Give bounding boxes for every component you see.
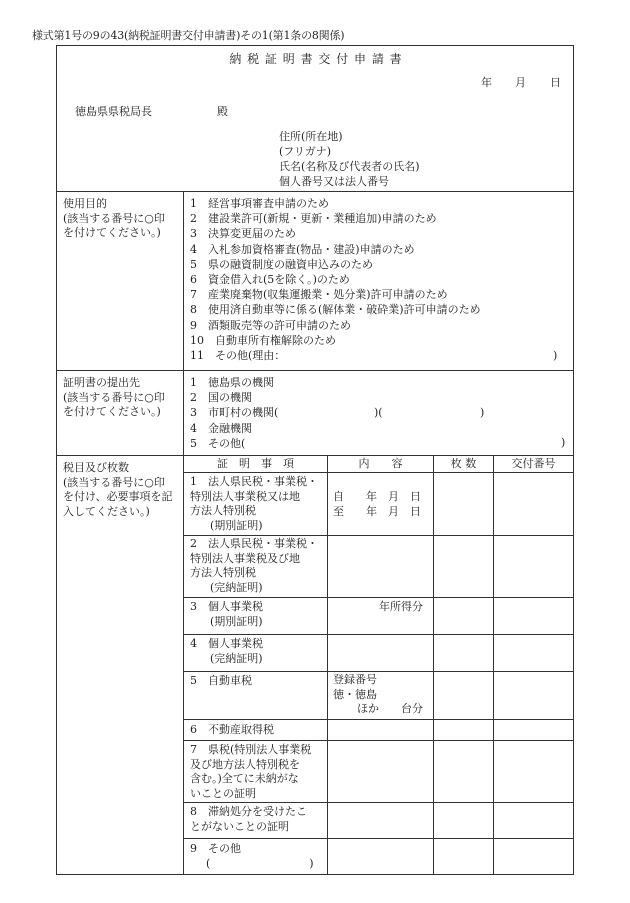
column-divider bbox=[493, 455, 494, 875]
column-divider bbox=[327, 455, 328, 875]
purpose-option[interactable]: 9 酒類販売等の許可申請のため bbox=[190, 318, 351, 332]
purpose-list bbox=[190, 196, 481, 363]
period-from[interactable]: 自 年 月 日 bbox=[333, 490, 421, 503]
destination-option[interactable]: 2 国の機関 bbox=[190, 391, 252, 405]
date-month[interactable]: 月 bbox=[515, 76, 526, 89]
header-item: 証 明 事 項 bbox=[217, 457, 294, 470]
purpose-option[interactable]: 5 県の融資制度の融資申込みのため bbox=[190, 257, 373, 271]
row-divider bbox=[183, 719, 573, 720]
purpose-option[interactable]: 11 その他(理由： bbox=[190, 348, 286, 362]
purpose-other-close: ) bbox=[553, 349, 558, 362]
tax-row-8[interactable]: 8 滞納処分を受けたこ とがないことの証明 bbox=[190, 805, 307, 833]
applicant-address-label[interactable]: 住所(所在地) bbox=[279, 130, 343, 143]
tax-row-4[interactable]: 4 個人事業税 (完納証明) bbox=[190, 637, 263, 665]
municipality-mid-paren: )( bbox=[374, 406, 383, 419]
tax-row-3[interactable]: 3 個人事業税 (期別証明) bbox=[190, 600, 263, 628]
applicant-name-label[interactable]: 氏名(名称及び代表者の氏名) bbox=[279, 160, 420, 173]
header-content: 内 容 bbox=[358, 457, 403, 470]
column-divider bbox=[433, 455, 434, 875]
period-to[interactable]: 至 年 月 日 bbox=[333, 505, 421, 518]
addressee: 徳島県県税局長 bbox=[75, 105, 152, 118]
applicant-number-label[interactable]: 個人番号又は法人番号 bbox=[279, 175, 389, 188]
honorific: 殿 bbox=[217, 105, 228, 118]
column-divider bbox=[183, 191, 184, 875]
divider bbox=[57, 191, 573, 192]
purpose-option[interactable]: 3 決算変更届のため bbox=[190, 227, 296, 241]
row-divider bbox=[183, 472, 573, 473]
date-day[interactable]: 日 bbox=[550, 76, 561, 89]
date-year[interactable]: 年 bbox=[481, 76, 492, 89]
purpose-label: 使用目的 (該当する番号に○印 を付けてください。) bbox=[63, 197, 165, 239]
destination-option[interactable]: 5 その他( bbox=[190, 436, 246, 450]
purpose-option[interactable]: 2 建設業許可(新規・更新・業種追加)申請のため bbox=[190, 212, 437, 226]
row-divider bbox=[183, 535, 573, 536]
tax-row-9[interactable]: 9 その他 ( ) bbox=[190, 842, 314, 870]
destination-option[interactable]: 3 市町村の機関( bbox=[190, 406, 279, 420]
destination-other-close: ) bbox=[561, 436, 566, 449]
divider bbox=[57, 370, 573, 371]
header-count: 枚 数 bbox=[450, 457, 477, 470]
row-divider bbox=[183, 634, 573, 635]
row-divider bbox=[183, 838, 573, 839]
row-divider bbox=[183, 802, 573, 803]
municipality-close-paren: ) bbox=[480, 406, 485, 419]
row-divider bbox=[183, 671, 573, 672]
divider bbox=[57, 455, 573, 456]
destination-option[interactable]: 4 金融機関 bbox=[190, 421, 252, 435]
form-title: 納 税 証 明 書 交 付 申 請 書 bbox=[229, 52, 403, 66]
purpose-option[interactable]: 10 自動車所有権解除のため bbox=[190, 333, 336, 347]
tax-row-7[interactable]: 7 県税(特別法人事業税 及び地方法人特別税を 含む。)全てに未納がな いことの証明 bbox=[190, 743, 312, 800]
tax-items-label: 税目及び枚数 (該当する番号に○印 を付け、必要事項を記 入してください。) bbox=[63, 461, 173, 518]
purpose-option[interactable]: 1 経営事項審査申請のため bbox=[190, 197, 329, 210]
purpose-option[interactable]: 8 使用済自動車等に係る(解体業・破砕業)許可申請のため bbox=[190, 303, 481, 317]
purpose-option[interactable]: 4 入札参加資格審査(物品・建設)申請のため bbox=[190, 242, 415, 256]
application-form bbox=[56, 45, 574, 875]
destination-option[interactable]: 1 徳島県の機関 bbox=[190, 376, 274, 389]
header-issue-number: 交付番号 bbox=[511, 457, 556, 470]
destination-list bbox=[190, 375, 278, 451]
purpose-option[interactable]: 7 産業廃棄物(収集運搬業・処分業)許可申請のため bbox=[190, 288, 448, 302]
tax-row-2[interactable]: 2 法人県民税・事業税・ 特別法人事業税及び地 方法人特別税 (完納証明) bbox=[190, 537, 318, 594]
tax-row-5[interactable]: 5 自動車税 bbox=[190, 674, 252, 687]
row-divider bbox=[183, 740, 573, 741]
destination-label: 証明書の提出先 (該当する番号に○印 を付けてください。) bbox=[63, 376, 165, 418]
vehicle-registration[interactable]: 登録番号 徳・徳島 ほか 台分 bbox=[333, 673, 423, 715]
applicant-furigana-label[interactable]: (フリガナ) bbox=[279, 145, 332, 158]
row-divider bbox=[183, 597, 573, 598]
tax-row-6[interactable]: 6 不動産取得税 bbox=[190, 723, 274, 736]
form-number: 様式第1号の9の43(納税証明書交付申請書)その1(第1条の8関係) bbox=[32, 29, 345, 42]
tax-row-1[interactable]: 1 法人県民税・事業税・ 特別法人事業税又は地 方法人特別税 (期別証明) bbox=[190, 475, 318, 532]
income-year-field[interactable]: 年所得分 bbox=[379, 600, 423, 613]
purpose-option[interactable]: 6 資金借入れ(5を除く。)のため bbox=[190, 272, 350, 286]
